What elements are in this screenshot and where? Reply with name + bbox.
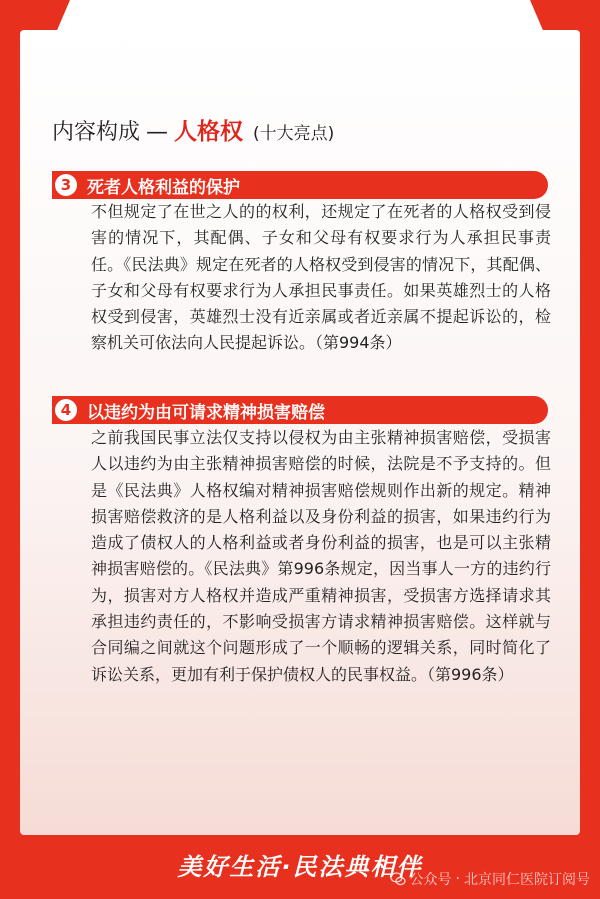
section-body: 之前我国民事立法仅支持以侵权为由主张精神损害赔偿，受损害人以违约为由主张精神损害赔偿的时候，法院是不予支持的。但是《民法典》人格权编对精神损害赔偿规则作出新的规定。精神损害赔偿救济的是人格利益以及身份利益的损害，如果违约行为造成了债权人的人格利益或者身份利益的损害，也是可以主张精神损害赔偿的。《民法典》第996条规定，因当事人一方的违约行为，损害对方人格权并造成严重精神损害，受损害方选择请求其承担违约责任的，不影响受损害方请求精神损害赔偿。这样就与合同编之间就这个问题形成了一个顺畅的逻辑关系，同时简化了诉讼关系，更加有利于保护债权人的民事权益。（第996条） (91, 428, 551, 684)
wechat-icon (390, 871, 406, 887)
section-number-badge: 3 (55, 174, 77, 196)
section-number-badge: 4 (55, 399, 77, 421)
section-body: 不但规定了在世之人的的权利，还规定了在死者的人格权受到侵害的情况下，其配偶、子女和父母有权要求行为人承担民事责任。《民法典》规定在死者的人格权受到侵害的情况下，其配偶、子女和父母有权要求行为人承担民事责任。如果英雄烈士的人格权受到侵害，英雄烈士没有近亲属或者近亲属不提起诉讼的，检察机关可依法向人民提起诉讼。（第994条） (91, 202, 551, 353)
watermark-account: 北京同仁医院订阅号 (464, 872, 590, 888)
watermark-source: 公众号 (409, 872, 452, 888)
page-heading (52, 113, 334, 149)
watermark-separator: · (455, 871, 460, 887)
heading-emphasis: 人格权 (174, 119, 244, 145)
section-title: 死者人格利益的保护 (87, 177, 240, 198)
section-header-3 (52, 171, 548, 199)
heading-subtitle: (十大亮点) (253, 124, 335, 144)
heading-dash: — (146, 120, 169, 145)
watermark (390, 869, 590, 889)
section-header-4 (52, 396, 548, 424)
section-title: 以违约为由可请求精神损害赔偿 (87, 402, 325, 423)
heading-prefix: 内容构成 (52, 120, 141, 145)
footer-slogan: 美好生活·民法典相伴 (177, 853, 423, 881)
